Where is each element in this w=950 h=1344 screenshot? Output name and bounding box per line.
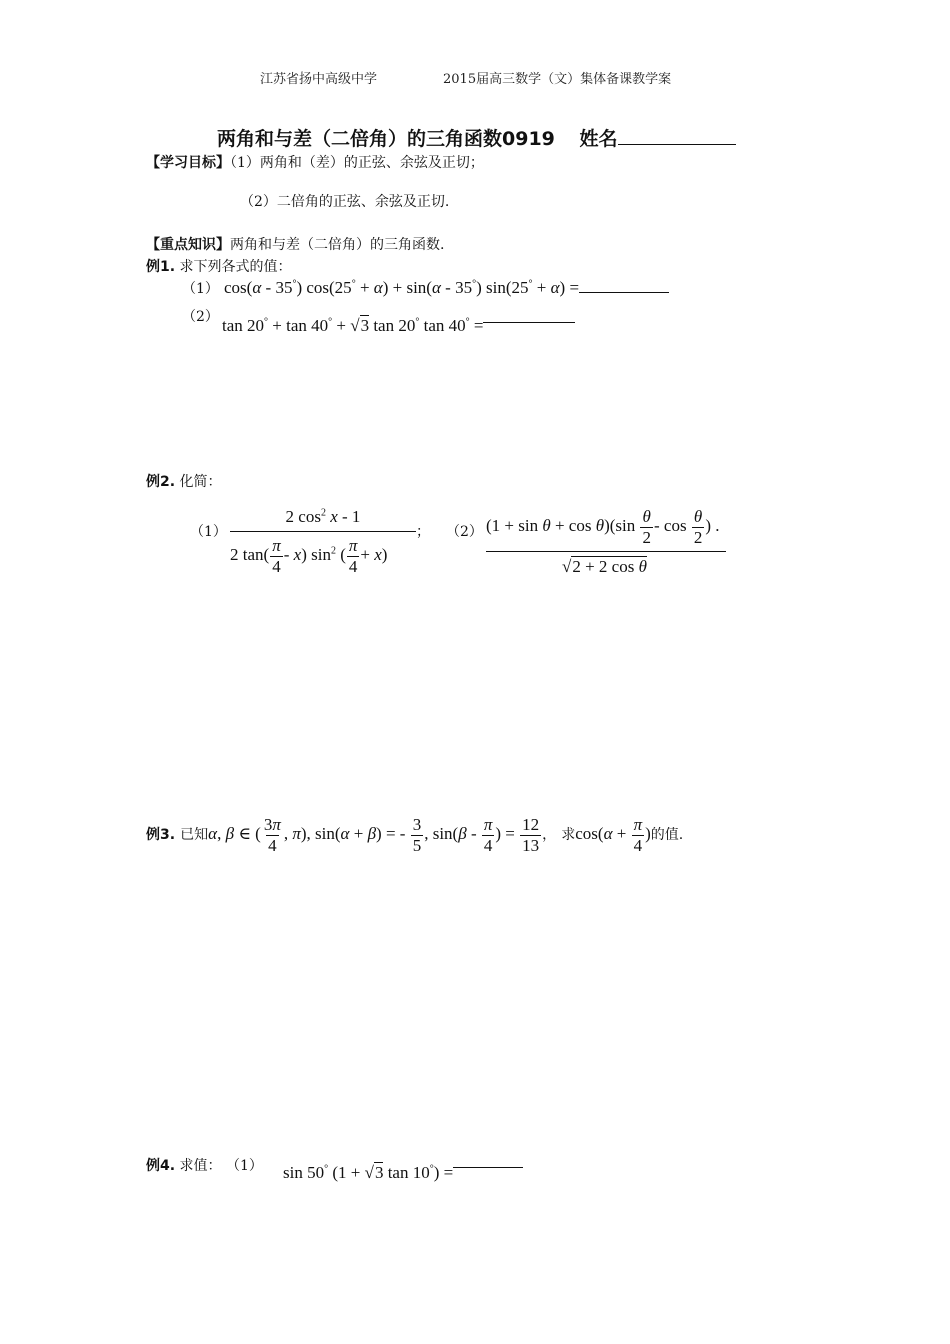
example1-part1-blank[interactable]: [579, 292, 669, 293]
example4-part1-num: （1）: [225, 1158, 263, 1174]
example2-part2-fraction-bar: [486, 551, 726, 552]
example3-target: cos(α + $\frac{\pi}{4}$ ): [575, 815, 651, 855]
example2-part2-num: （2）: [446, 524, 483, 540]
course-title: 2015届高三数学（文）集体备课教学案: [443, 72, 672, 87]
objective-item-1: （1）两角和（差）的正弦、余弦及正切；: [230, 155, 484, 171]
example4-heading: [146, 1155, 263, 1175]
example2-part1-num: （1）: [190, 524, 227, 540]
example1-part1-formula: cos(α - 35°) cos(25° + α) + sin(α - 35°) sin(25° + α) =: [224, 278, 580, 297]
example4-part1-formula: sin 50° (1 + √3 tan 10°) =: [283, 1163, 523, 1183]
example2-part2-denominator: √2 + 2 cos θ: [562, 557, 647, 576]
example2-part1-denominator: 2 tan( $\frac{\pi}{4}$ - x) $\sin^2$ ( $\frac{\pi}{4}$ + x): [230, 536, 388, 576]
example4-label: 例4.: [146, 1158, 176, 1174]
example2-prompt: 化简：: [179, 474, 222, 490]
key-knowledge-text: 两角和与差（二倍角）的三角函数.: [230, 237, 445, 253]
objectives-line1: [146, 152, 484, 172]
title-text: 两角和与差（二倍角）的三角函数0919: [217, 128, 555, 150]
example1-part2-formula: tan 20° + tan 40° + √3 tan 20° tan 40° =: [222, 316, 575, 336]
example1-part1-num: （1）: [182, 281, 219, 297]
name-label: 姓名: [579, 128, 618, 150]
example2-label: 例2.: [146, 474, 176, 490]
objectives-label: 【学习目标】: [146, 155, 230, 171]
example4-prompt: 求值：: [179, 1158, 222, 1174]
example1-part2-blank[interactable]: [483, 322, 575, 323]
objective-item-2: （2）二倍角的正弦、余弦及正切.: [240, 194, 450, 210]
page-title: [217, 124, 736, 151]
example3-prefix: 已知: [180, 826, 209, 843]
example1-label: 例1.: [146, 259, 176, 275]
example3-suffix: 的值.: [650, 826, 684, 843]
example2-heading: [146, 471, 222, 491]
example3-line: 例3. 已知α, β ∈ ( $\frac{3\pi}{4}$ , π), sin(α + β) = - $\frac{3}{5}$ , sin(β - $\frac{\pi}{4}$ ) = $\frac{12}{13}$ ， 求cos(α + $\frac{\pi}{4}$ )的值.: [146, 815, 684, 855]
example3-label: 例3.: [146, 826, 176, 843]
example2-part2-numerator: (1 + sin θ + cos θ)(sin $\frac{\theta}{2}$ - cos $\frac{\theta}{2}$ ) .: [486, 507, 720, 547]
example2-part1-numerator: 2 $\cos^2 x - 1$: [285, 507, 361, 526]
key-knowledge-line: [146, 234, 444, 254]
example3-condition: α, β ∈ ( $\frac{3\pi}{4}$ , π), sin(α + β) = - $\frac{3}{5}$ , sin(β - $\frac{\pi}{4}$ ) = $\frac{12}{13}$: [208, 815, 540, 855]
school-name: 江苏省扬中高级中学: [260, 72, 378, 87]
example1-heading: [146, 256, 292, 276]
example1-part2-num: （2）: [182, 309, 219, 325]
example4-part1-blank[interactable]: [453, 1167, 523, 1168]
name-blank[interactable]: [618, 144, 736, 145]
example1-prompt: 求下列各式的值：: [179, 259, 292, 275]
example2-part1-fraction-bar: [230, 531, 416, 532]
example1-part1: [182, 278, 669, 298]
key-knowledge-label: 【重点知识】: [146, 237, 230, 253]
example3-middle: 求: [561, 826, 576, 843]
example2-separator: ；: [416, 524, 430, 540]
